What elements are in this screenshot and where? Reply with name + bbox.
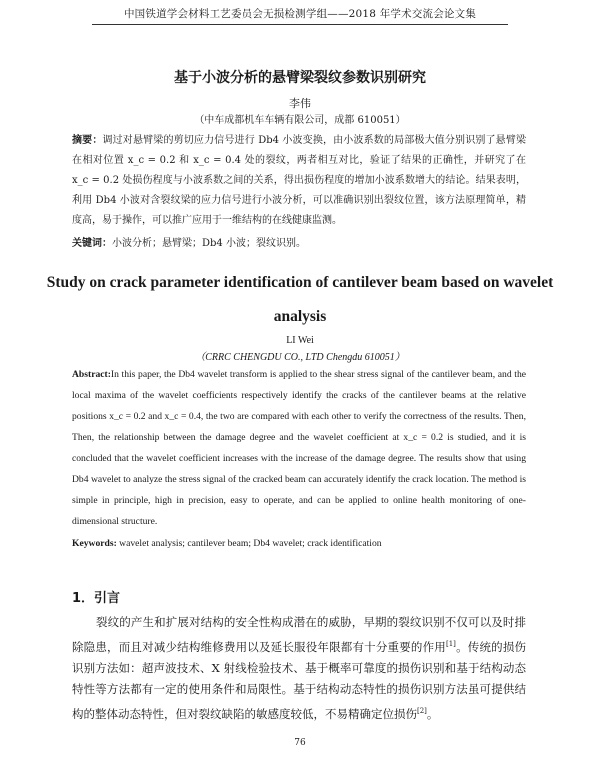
english-keywords-label: Keywords:	[72, 538, 117, 549]
intro-text-tail: 。传统的损伤识别方法如：超声波技术、X 射线检验技术、基于概率可靠度的损伤识别和基于结构动态特性等方法都有一定的使用条件和局限性。基于结构动态特性的损伤识别方法虽可提供结构的整体动态特性，但对裂纹缺陷的敏感度较低，不易精确定位损伤	[72, 639, 527, 721]
english-keywords	[72, 538, 382, 549]
chinese-abstract	[72, 131, 526, 231]
chinese-keywords-text: 小波分析；悬臂梁；Db4 小波；裂纹识别。	[112, 238, 306, 249]
english-abstract-label: Abstract:	[72, 369, 111, 380]
intro-text-main: 裂纹的产生和扩展对结构的安全性构成潜在的威胁，早期的裂纹识别不仅可以及时排除隐患，而且对减少结构维修费用以及延长服役年限都有十分重要的作用	[72, 615, 526, 654]
english-abstract	[72, 364, 526, 532]
running-head: 中国铁道学会材料工艺委员会无损检测学组——2018 年学术交流会论文集	[92, 6, 508, 25]
chinese-abstract-text: 调过对悬臂梁的剪切应力信号进行 Db4 小波变换，由小波系数的局部极大值分别识别了悬臂梁在相对位置 x_c = 0.2 和 x_c = 0.4 处的裂纹，两者相互对比，验证了结果的正确性，并研究了在 x_c = 0.2 处损伤程度与小波系数之间的关系，得出损伤程度的增加小波系数增大的结论。结果表明，利用 Db4 小波对含裂纹梁的应力信号进行小波分析，可以准确识别出裂纹位置，该方法原理简单，精度高，易于操作，可以推广应用于一维结构的在线健康监测。	[72, 135, 527, 226]
english-abstract-text: In this paper, the Db4 wavelet transform is applied to the shear stress signal of the cantilever beam, and the local maxima of the wavelet coefficients respectively identify the cracks of the cantilever beams at the relative positions x_c = 0.2 and x_c = 0.4, the two are compared with each other to verify the correctness of the results. Then, Then, the relationship between the damage degree and the wavelet coefficient at x_c = 0.2 is studied, and it is concluded that the wavelet coefficient increases with the increase of the damage degree. The results show that using Db4 wavelet to analyze the stress signal of the cracked beam can accurately identify the crack location. The method is simple in principle, high in precision, easy to operate, and can be applied to online health monitoring of one-dimensional structure.	[72, 369, 526, 527]
chinese-author: 李伟	[289, 97, 311, 110]
english-keywords-text: wavelet analysis; cantilever beam; Db4 wavelet; crack identification	[119, 538, 382, 549]
chinese-title: 基于小波分析的悬臂梁裂纹参数识别研究	[174, 70, 426, 86]
chinese-abstract-label: 摘要：	[72, 135, 103, 146]
chinese-affiliation: （中车成都机车车辆有限公司，成都 610051）	[194, 115, 406, 126]
page-number: 76	[294, 738, 306, 748]
english-author: LI Wei	[286, 335, 314, 346]
intro-text-end: 。	[426, 706, 439, 721]
introduction-paragraph	[72, 612, 526, 725]
citation-ref-2[interactable]: [2]	[417, 706, 427, 715]
chinese-keywords	[72, 234, 306, 249]
chinese-keywords-label: 关键词：	[72, 238, 112, 249]
section-heading-introduction: 1．引言	[72, 591, 121, 606]
citation-ref-1[interactable]: [1]	[445, 639, 456, 648]
english-title: Study on crack parameter identification of cantilever beam based on wavelet analysis	[46, 274, 554, 325]
english-affiliation: （CRRC CHENGDU CO., LTD Chengdu 610051）	[195, 352, 405, 363]
